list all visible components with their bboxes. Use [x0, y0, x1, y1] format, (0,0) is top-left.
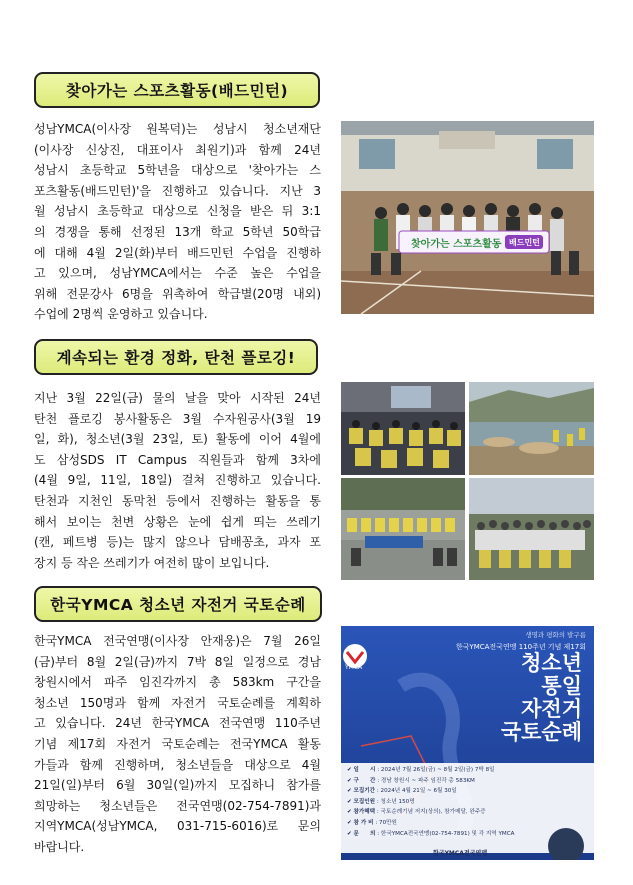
poster-detail-row	[347, 797, 591, 808]
poster-detail-row	[347, 786, 591, 797]
paragraph-line: (금)부터 8월 2일(금)까지 7박 8일 일정으로 경남	[34, 654, 321, 669]
poster-detail-label: 참가혜택	[353, 809, 376, 816]
plogging-group-photo-1	[341, 478, 465, 580]
section-title-plogging	[34, 339, 318, 375]
check-icon: ✔	[347, 767, 354, 773]
separator: :	[375, 798, 381, 805]
poster-headline-line: 통일	[541, 674, 582, 698]
poster-detail-label: 모집기간	[353, 788, 376, 795]
paragraph-line: 기념 제17회 자전거 국토순례는 전국YMCA 활동	[34, 736, 321, 751]
separator: :	[373, 819, 380, 826]
poster-detail-row	[347, 776, 591, 787]
paragraph-line: 지난 3월 22일(금) 물의 날을 맞아 시작된 24년	[34, 391, 321, 405]
separator: :	[375, 777, 381, 784]
paragraph-line: 한국YMCA 전국연맹(이사장 안재웅)은 7월 26일	[34, 634, 321, 648]
bicycle-article	[34, 631, 321, 858]
paragraph-line: (4월 9일, 11일, 18일) 걸쳐 진행하고 있습니다.	[34, 473, 321, 488]
poster-headline-line: 자전거	[521, 697, 582, 721]
check-icon: ✔	[347, 788, 354, 795]
separator: :	[375, 809, 381, 816]
poster-detail-value: 2024년 4월 21일 ~ 6월 30일	[380, 788, 457, 795]
paragraph-line: 지역YMCA(성남YMCA, 031-715-6016)로 문의	[34, 819, 321, 834]
separator: :	[375, 767, 381, 773]
poster-detail-label: 문 의	[353, 830, 376, 837]
paragraph-line: 탄천 플로깅 봉사활동은 3월 수자원공사(3월 19	[34, 411, 321, 426]
plogging-group-photo-2	[469, 478, 594, 580]
paragraph-line: 에 대해 4월 2일(화)부터 배드민턴 수업을 진행하	[34, 245, 321, 260]
poster-detail-label: 구 간	[353, 777, 376, 784]
badminton-group-photo	[341, 121, 594, 314]
check-icon: ✔	[347, 777, 354, 784]
section-title-text: 한국YMCA 청소년 자전거 국토순례	[50, 596, 306, 614]
poster-headline-line: 국토순례	[500, 720, 582, 744]
section-title-bicycle	[34, 586, 322, 622]
poster-detail-label: 모집인원	[353, 798, 376, 805]
poster-detail-value: 청소년 150명	[380, 798, 415, 805]
poster-detail-row	[347, 765, 591, 776]
paragraph-line: 고 있습니다. 24년 한국YMCA 전국연맹 110주년	[34, 716, 321, 731]
paragraph-line: 장지 등 작은 쓰레기가 여전히 많이 보입니다.	[34, 555, 270, 570]
paragraph-line: 창원시에서 파주 임진각까지 총 583km 구간을	[34, 675, 321, 690]
paragraph-line: 해서 보이는 천변 상황은 눈에 쉽게 띄는 쓰레기	[34, 514, 321, 529]
poster-detail-value: 경남 창원시 ~ 파주 임진각 총 583KM	[380, 777, 475, 784]
separator: :	[375, 788, 381, 795]
section-title-text: 찾아가는 스포츠활동(배드민턴)	[65, 82, 289, 100]
section-title-text: 계속되는 환경 정화, 탄천 플로깅!	[56, 349, 296, 367]
poster-headline	[501, 652, 582, 744]
paragraph-line: 청소년 150명과 함께 자전거 국토순례를 계획하	[34, 695, 321, 710]
check-icon: ✔	[347, 798, 354, 805]
poster-tagline: 생명과 평화의 발구름	[525, 631, 586, 639]
check-icon: ✔	[347, 830, 354, 837]
paragraph-line: 고 있으며, 성남YMCA에서는 수준 높은 수업을	[34, 266, 321, 281]
check-icon: ✔	[347, 809, 354, 816]
plogging-classroom-photo	[341, 382, 465, 475]
paragraph-line: 바랍니다.	[34, 839, 85, 854]
poster-details	[347, 765, 591, 839]
poster-footer: 한국YMCA전국연맹	[433, 850, 488, 857]
paragraph-line: (캔, 페트병 등)는 많지 않으나 담배꽁초, 과자 포	[34, 535, 321, 550]
separator: :	[375, 830, 381, 837]
badminton-article	[34, 119, 321, 325]
poster-detail-row	[347, 807, 591, 818]
paragraph-line: 위해 전문강사 6명을 위촉하여 학급별(20명 내외)	[34, 286, 321, 301]
bicycle-tour-poster	[341, 626, 594, 860]
paragraph-line: 의 경쟁을 통해 선정된 13개 학교 5학년 50학급	[34, 224, 321, 239]
paragraph-line: 21일(일)부터 6월 30일(일)까지 모집하니 참가를	[34, 778, 321, 793]
poster-detail-row	[347, 829, 591, 840]
plogging-river-photo	[469, 382, 594, 475]
paragraph-line: 일, 화), 청소년(3월 23일, 토) 활동에 이어 4월에	[34, 432, 321, 447]
paragraph-line: 포츠활동(배드민턴)'을 진행하고 있습니다. 지난 3	[34, 183, 321, 198]
poster-detail-row	[347, 818, 591, 829]
poster-headline-line: 청소년	[521, 651, 582, 675]
poster-subtitle: 한국YMCA전국연맹 110주년 기념 제17회	[455, 643, 586, 651]
poster-detail-value: 국토순례기념 저지(상의), 참가메달, 완주증	[380, 809, 486, 816]
poster-logo-text: YMCA	[345, 664, 363, 671]
paragraph-line: 수업에 2명씩 운영하고 있습니다.	[34, 307, 208, 322]
paragraph-line: 탄천과 지천인 동막천 등에서 진행하는 활동을 통	[34, 493, 321, 508]
paragraph-line: 성남YMCA(이사장 원복덕)는 성남시 청소년재단	[34, 122, 321, 136]
check-icon: ✔	[347, 819, 354, 826]
paragraph-line: (이사장 신상진, 대표이사 최원기)과 함께 24년	[34, 142, 321, 157]
poster-detail-label: 참 가 비	[353, 819, 374, 826]
paragraph-line: 성남시 초등학교 5학년을 대상으로 '찾아가는 스	[34, 163, 321, 178]
photo-banner-text: 찾아가는 스포츠활동	[411, 239, 502, 250]
plogging-article	[34, 388, 321, 573]
paragraph-line: 월 성남시 초등학교 대상으로 신청을 받은 뒤 3:1	[34, 204, 321, 219]
poster-detail-value: 70만원	[379, 819, 397, 826]
poster-detail-value: 2024년 7월 26일(금) ~ 8월 2일(금) 7박 8일	[380, 767, 495, 773]
poster-detail-label: 일 시	[353, 767, 376, 773]
poster-detail-value: 한국YMCA전국연맹(02-754-7891) 및 각 지역 YMCA	[380, 830, 515, 837]
paragraph-line: 가들과 함께 진행하며, 청소년들을 대상으로 4월	[34, 757, 321, 772]
section-title-badminton	[34, 72, 320, 108]
paragraph-line: 희망하는 청소년들은 전국연맹(02-754-7891)과	[34, 798, 321, 813]
photo-banner-badge: 배드민턴	[509, 238, 540, 247]
paragraph-line: 도 삼성SDS IT Campus 직원들과 함께 3차에	[34, 452, 321, 467]
